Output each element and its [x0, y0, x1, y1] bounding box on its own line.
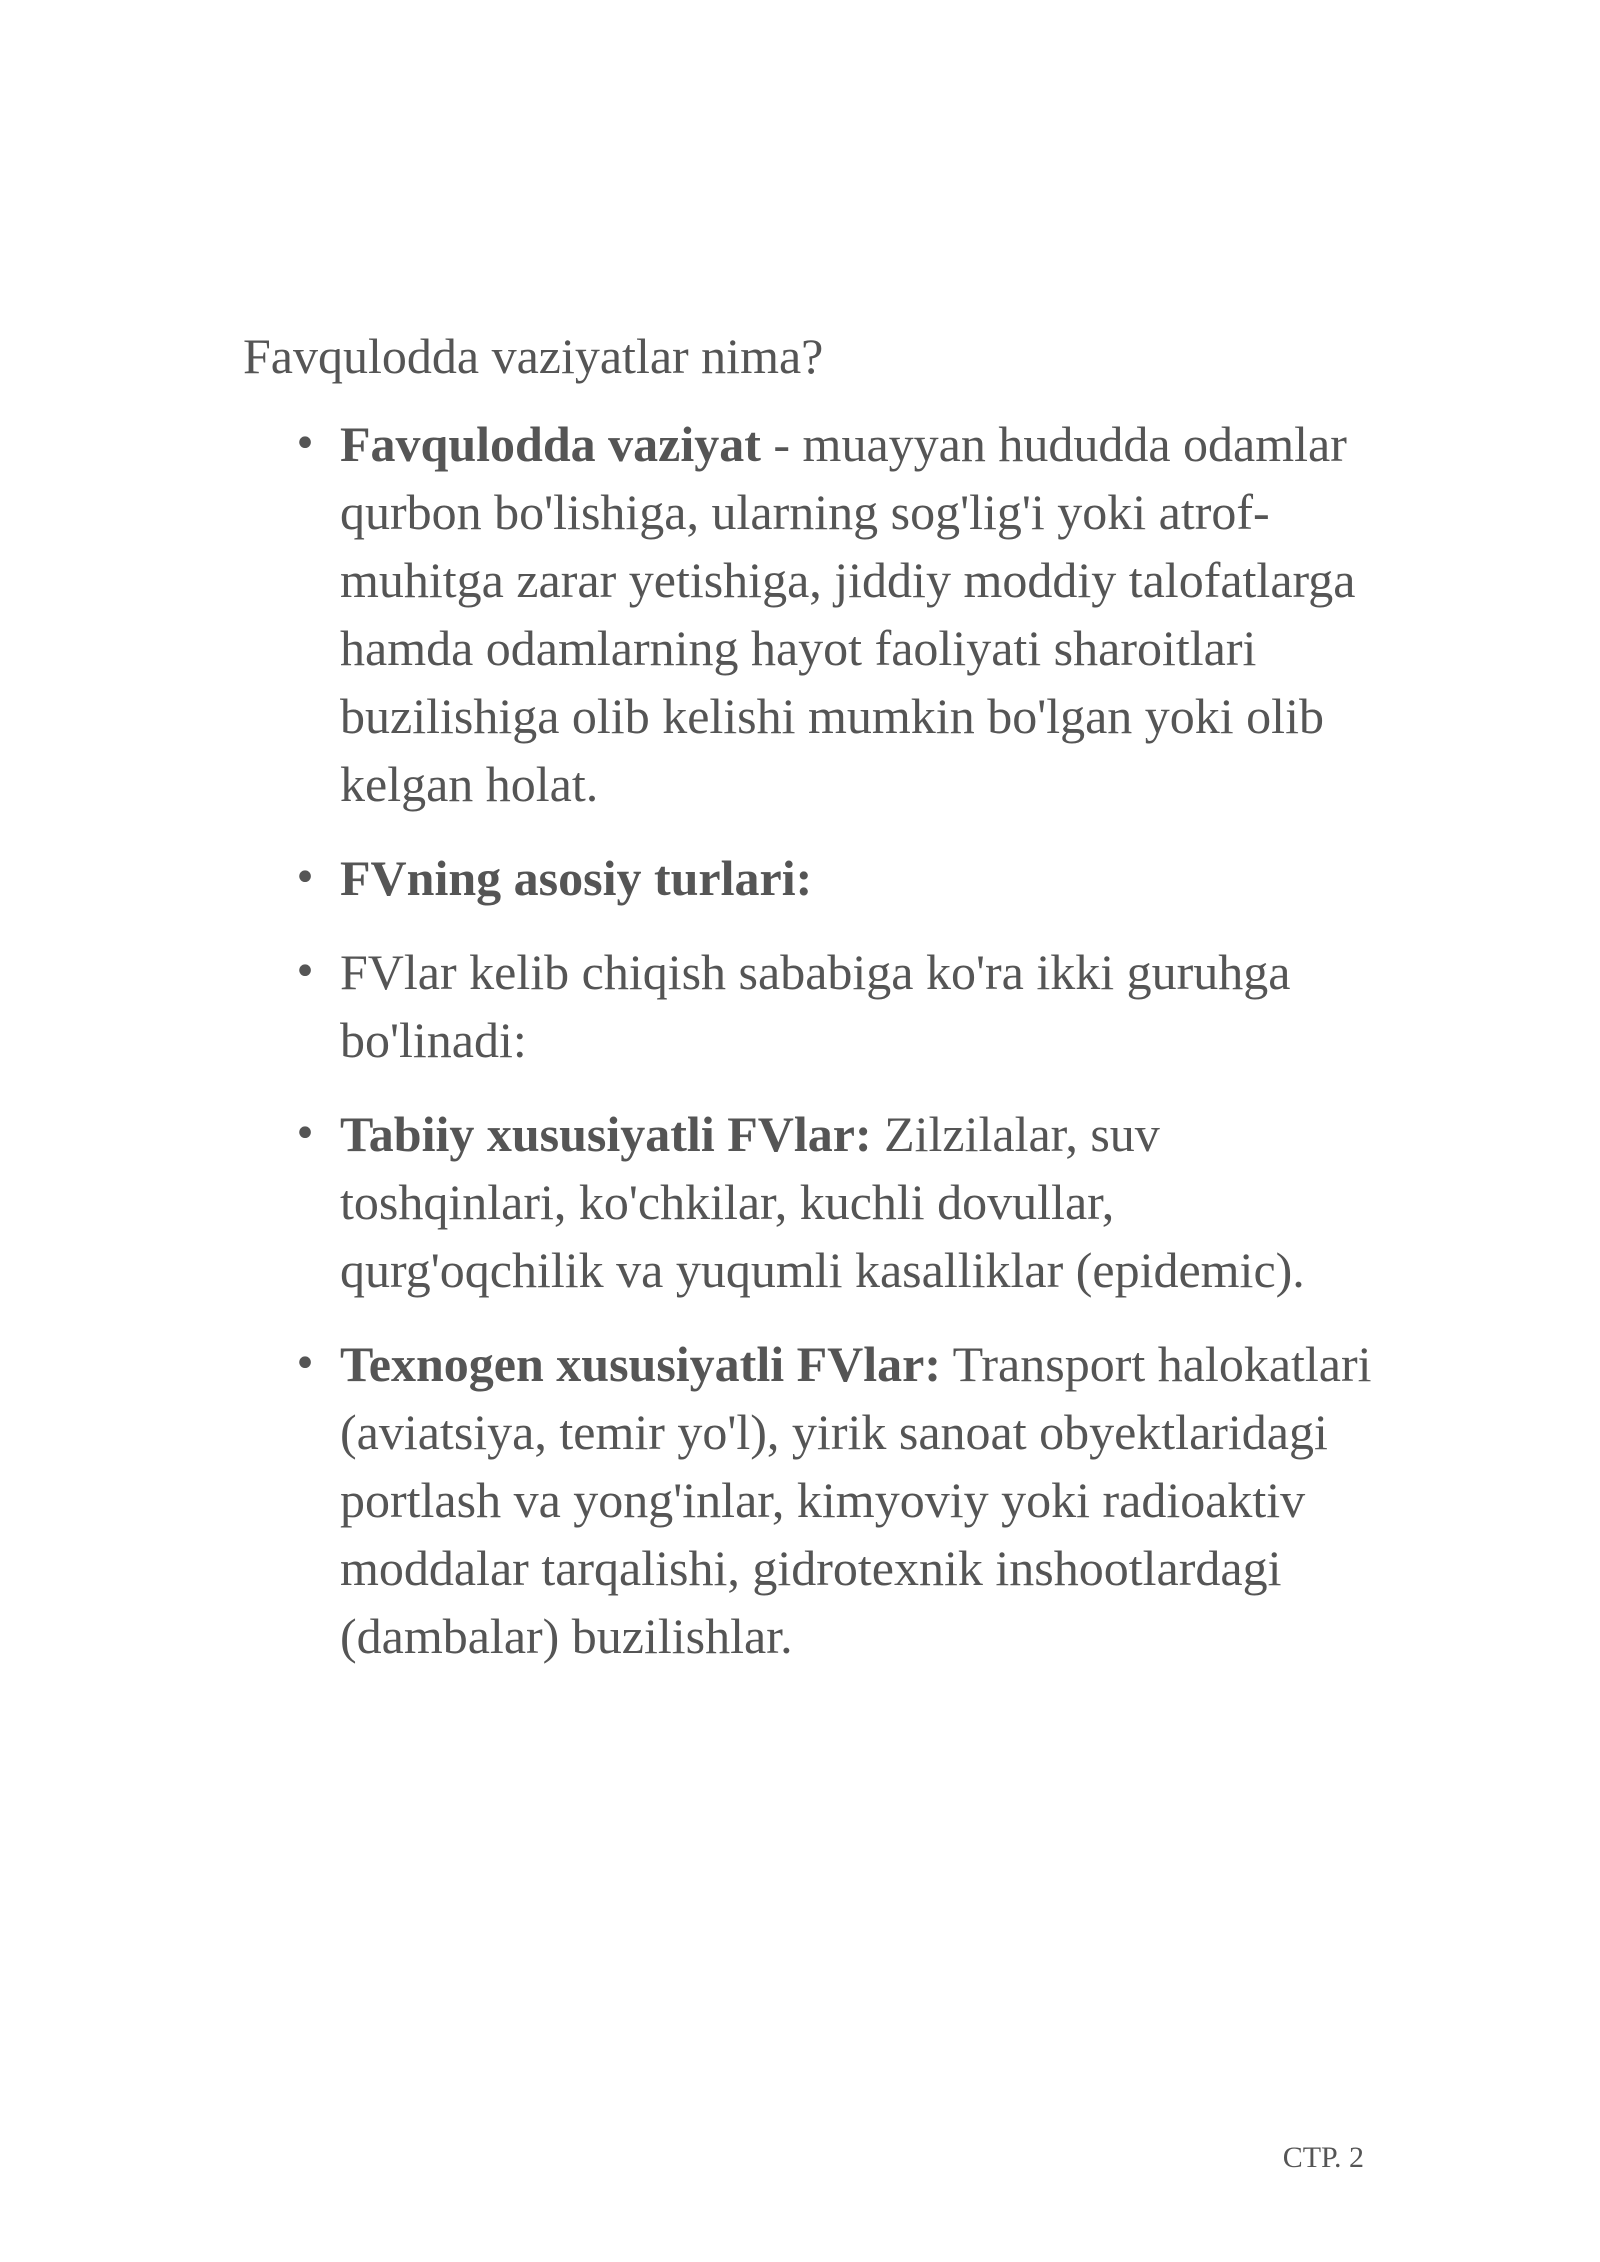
- item-text: Transport halokatlari (aviatsiya, temir yo'l), yirik sanoat obyektlaridagi portlash va yong'inlar, kimyoviy yoki radioaktiv moddalar tarqalishi, gidrotexnik inshootlardagi (dambalar) buzilishlar.: [340, 1336, 1372, 1664]
- list-item-technogenic: [243, 1330, 1373, 1670]
- page-number: СТР. 2: [1282, 2141, 1364, 2174]
- list-item-origin-groups: [243, 938, 1373, 1074]
- bullet-icon: •: [293, 949, 317, 995]
- page-content: [243, 322, 1373, 1696]
- bullet-list: [243, 410, 1373, 1670]
- bullet-icon: •: [293, 1341, 317, 1387]
- list-item-definition: [243, 410, 1373, 818]
- item-bold-text: Favqulodda vaziyat: [340, 416, 761, 472]
- bullet-icon: •: [293, 1111, 317, 1157]
- bullet-icon: •: [293, 855, 317, 901]
- item-bold-text: Texnogen xususiyatli FVlar:: [340, 1336, 942, 1392]
- list-item-main-types: [243, 844, 1373, 912]
- bullet-icon: •: [293, 421, 317, 467]
- item-bold-text: Tabiiy xususiyatli FVlar:: [340, 1106, 872, 1162]
- section-heading: Favqulodda vaziyatlar nima?: [243, 328, 824, 384]
- item-text: - muayyan hududda odamlar qurbon bo'lishiga, ularning sog'lig'i yoki atrof-muhitga zarar yetishiga, jiddiy moddiy talofatlarga hamda odamlarning hayot faoliyati sharoitlari buzilishiga olib kelishi mumkin bo'lgan yoki olib kelgan holat.: [340, 416, 1356, 812]
- item-text: Zilzilalar, suv toshqinlari, ko'chkilar, kuchli dovullar, qurg'oqchilik va yuqumli kasalliklar (epidemic).: [340, 1106, 1305, 1298]
- item-text: FVlar kelib chiqish sababiga ko'ra ikki guruhga bo'linadi:: [340, 944, 1291, 1068]
- list-item-natural: [243, 1100, 1373, 1304]
- item-bold-text: FVning asosiy turlari:: [340, 850, 813, 906]
